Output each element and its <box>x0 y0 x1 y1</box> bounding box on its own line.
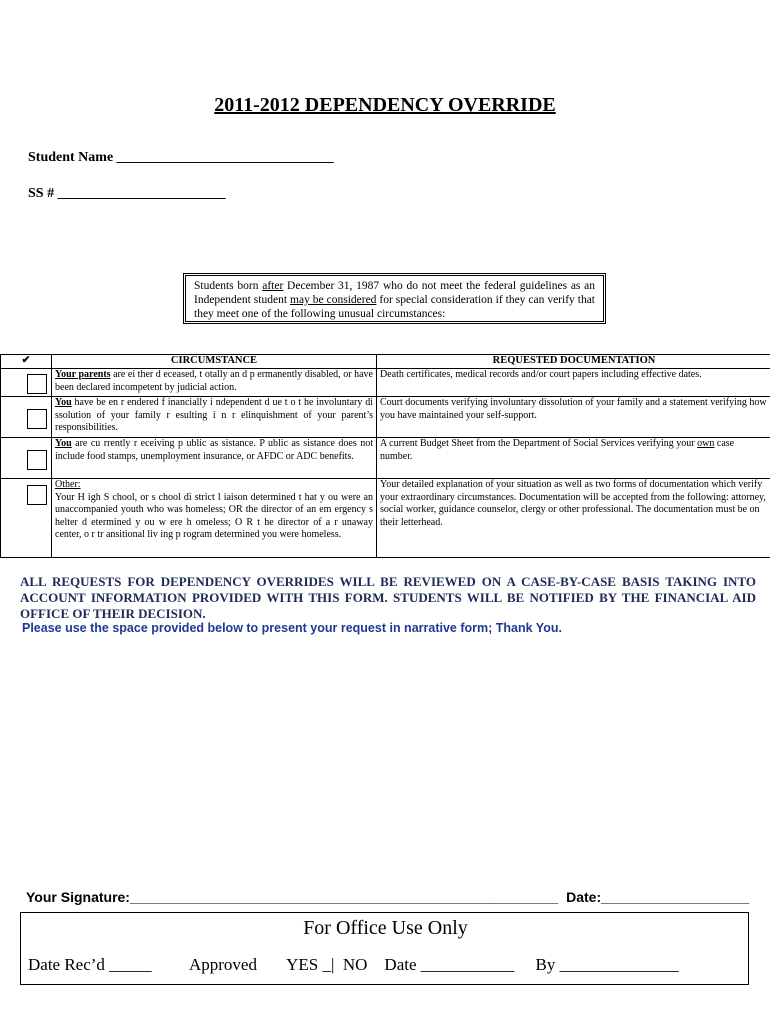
documentation-cell <box>377 438 770 479</box>
circumstance-table <box>0 354 770 558</box>
circumstance-text: have be en r endered f inancially i ndependent d ue t o t he involuntary di ssolution of your family r esulting i n r elinquishment of your parent’s responsibilities. <box>55 397 373 433</box>
circumstance-header: CIRCUMSTANCE <box>52 355 377 369</box>
ss-number-field[interactable]: SS # ________________________ <box>28 186 226 201</box>
circumstance-lead: Your parents <box>55 369 111 380</box>
circumstance-text: are ei ther d eceased, t otally an d p ermanently disabled, or have been declared incompetent by judicial action. <box>55 369 373 393</box>
check-cell <box>1 397 52 438</box>
review-notice: ALL REQUESTS FOR DEPENDENCY OVERRIDES WILL BE REVIEWED ON A CASE-BY-CASE BASIS TAKING INTO ACCOUNT INFORMATION PROVIDED WITH THIS FORM. STUDENTS WILL BE NOTIFIED BY THE FINANCIAL AID OFFICE OF THEIR DECISION. <box>20 574 756 621</box>
signature-date-field[interactable]: Date:___________________ <box>566 889 750 905</box>
notice-text-1: Students born <box>194 280 263 292</box>
documentation-own: own <box>697 438 715 449</box>
table-header-row <box>1 355 770 369</box>
office-use-box <box>20 912 749 985</box>
student-name-field[interactable]: Student Name _______________________________ <box>28 150 334 165</box>
checkbox-other[interactable] <box>27 485 47 505</box>
form-title: 2011-2012 DEPENDENCY OVERRIDE <box>214 94 556 116</box>
check-cell <box>1 369 52 397</box>
circumstance-lead: You <box>55 397 72 408</box>
check-cell <box>1 438 52 479</box>
circumstance-cell <box>52 369 377 397</box>
eligibility-notice-box <box>183 273 606 324</box>
circumstance-text: Your H igh S chool, or s chool di strict l iaison determined t hat y ou were an unaccompanied youth who was homeless; OR the director of an em ergency s helter d etermined y ou w ere h omeless; O R t he director of a r unaway center, o r tr ansitional liv ing p rogram determined you were homeless. <box>55 491 373 540</box>
documentation-header: REQUESTED DOCUMENTATION <box>377 355 770 369</box>
table-row <box>1 369 770 397</box>
documentation-text: A current Budget Sheet from the Department of Social Services verifying your <box>380 438 698 449</box>
documentation-cell: Court documents verifying involuntary dissolution of your family and a statement verifying how you have maintained your self-support. <box>377 397 770 438</box>
table-row <box>1 479 770 558</box>
signature-line <box>26 889 766 905</box>
notice-after: after <box>262 280 284 292</box>
notice-may-be-considered: may be considered <box>290 294 377 306</box>
office-use-fields: Date Rec’d _____ Approved YES _| NO Date ___________ By ______________ <box>28 955 679 974</box>
documentation-cell: Death certificates, medical records and/or court papers including effective dates. <box>377 369 770 397</box>
notice-text-3: for special consideration if they can verify that they meet one of the following unusual circumstances: <box>194 294 596 320</box>
notice-text-2: December 31, 1987 who do not meet the federal guidelines as an Independent student <box>194 280 596 306</box>
documentation-cell: Your detailed explanation of your situation as well as two forms of documentation which verify your extraordinary circumstances. Documentation will be accepted from the following: attorney, social worker, guidance counselor, clergy or other professional. The documentation must be on their letterhead. <box>377 479 770 558</box>
checkbox-parents[interactable] <box>27 374 47 394</box>
circumstance-cell <box>52 438 377 479</box>
checkbox-public-assistance[interactable] <box>27 450 47 470</box>
circumstance-lead: You <box>55 438 72 449</box>
circumstance-text: are cu rrently r eceiving p ublic as sistance. P ublic as sistance does not include food stamps, unemployment insurance, or AFDC or ADC benefits. <box>55 438 373 462</box>
circumstance-cell <box>52 397 377 438</box>
checkbox-dissolution[interactable] <box>27 409 47 429</box>
circumstance-lead: Other: <box>55 479 81 490</box>
check-cell <box>1 479 52 558</box>
circumstance-cell <box>52 479 377 558</box>
signature-field[interactable]: Your Signature:_______________________________________________________ <box>26 889 559 905</box>
checkmark-header-icon: ✔ <box>1 355 52 369</box>
office-use-title: For Office Use Only <box>303 917 468 939</box>
table-row <box>1 438 770 479</box>
narrative-prompt: Please use the space provided below to present your request in narrative form; Thank You. <box>22 621 562 635</box>
table-row <box>1 397 770 438</box>
documentation-text-end: case number. <box>380 438 735 462</box>
